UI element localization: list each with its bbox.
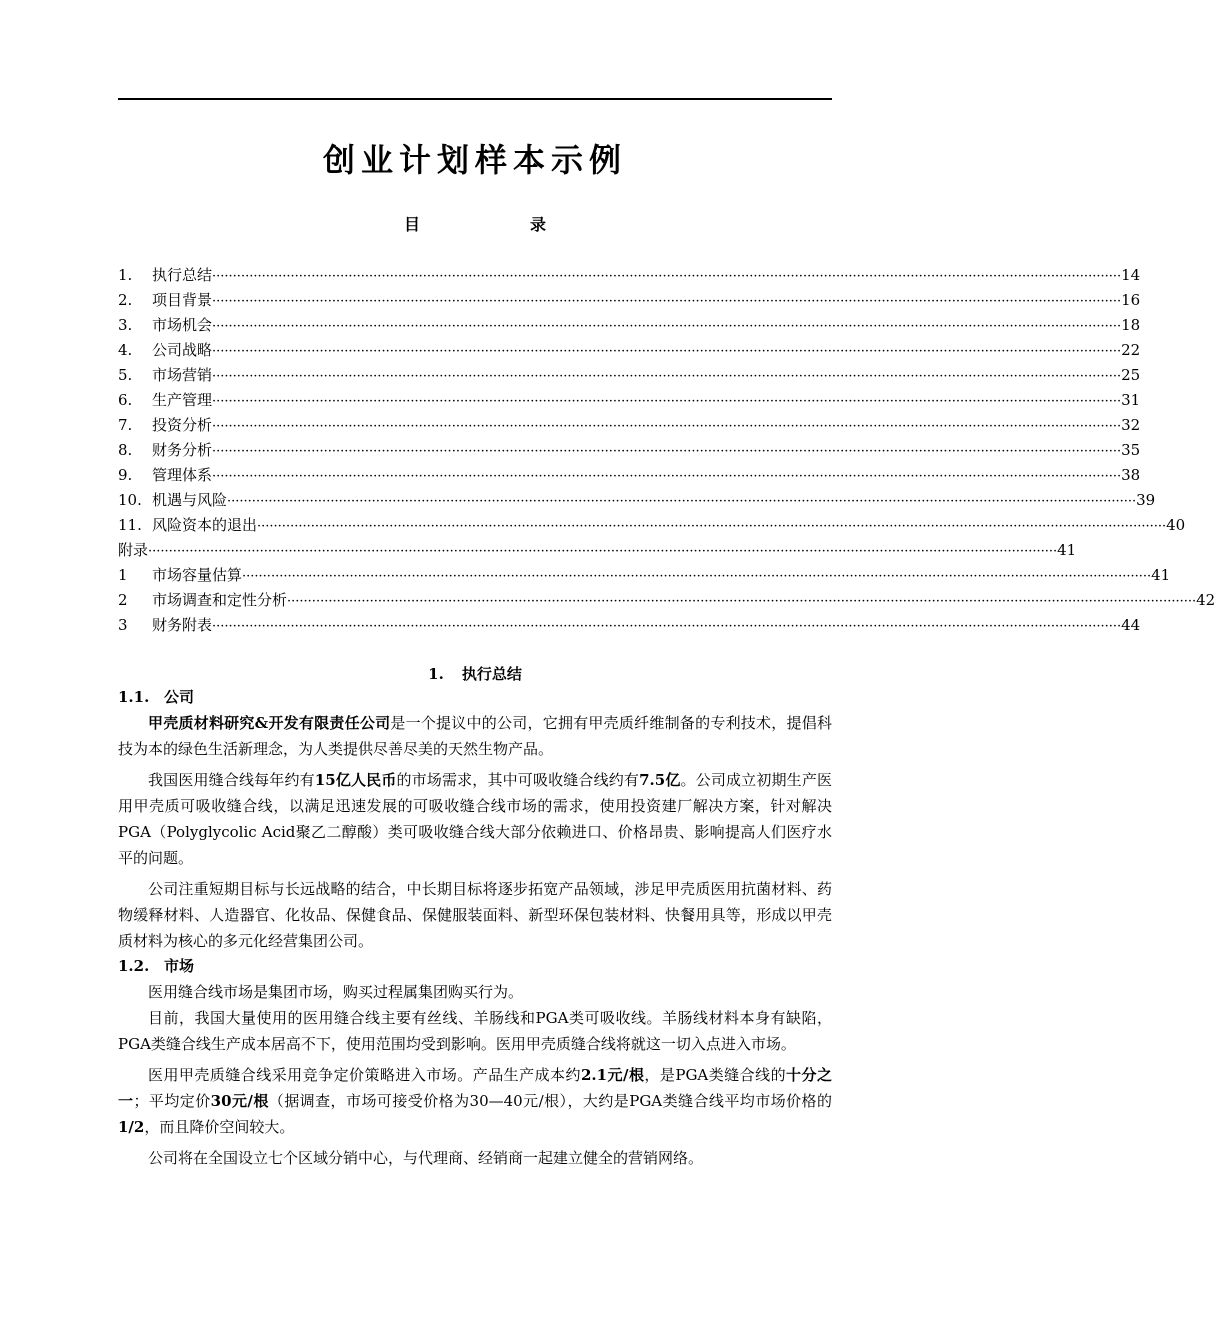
section-title: 执行总结	[461, 665, 522, 683]
toc-leader-dots: ····························································································································································································································	[212, 419, 1122, 434]
toc-leader-dots: ····························································································································································································································	[212, 619, 1122, 634]
toc-entry[interactable]	[118, 438, 1141, 463]
paragraph: 目前，我国大量使用的医用缝合线主要有丝线、羊肠线和PGA类可吸收线。羊肠线材料本身有缺陷，PGA类缝合线生产成本居高不下，使用范围均受到影响。医用甲壳质缝合线将就这一切入点进入市场。	[118, 1009, 832, 1053]
table-of-contents	[118, 263, 1215, 638]
toc-entry-number: 6.	[118, 391, 133, 409]
toc-entry[interactable]	[118, 363, 1141, 388]
section-content	[118, 685, 832, 1171]
toc-entry[interactable]	[118, 463, 1141, 488]
toc-entry-number: 9.	[118, 466, 133, 484]
toc-entry-page: 16	[1121, 291, 1141, 309]
paragraph-text: 是一个提议中的公司，它拥有甲壳质纤维制备的专利技术，提倡科技为本的绿色生活新理念，为人类提供尽善尽美的天然生物产品。	[118, 714, 832, 758]
toc-entry-title: 市场机会	[152, 316, 213, 334]
toc-leader-dots: ····························································································································································································································	[212, 319, 1122, 334]
toc-entry[interactable]	[118, 313, 1141, 338]
toc-entry-title: 执行总结	[152, 266, 213, 284]
paragraph: 医用缝合线市场是集团市场，购买过程属集团购买行为。	[148, 983, 524, 1001]
bold-text: 1/2	[118, 1118, 145, 1136]
toc-entry-title: 附录	[118, 541, 149, 559]
toc-leader-dots: ····························································································································································································································	[227, 494, 1137, 509]
toc-entry-page: 32	[1121, 416, 1141, 434]
top-rule	[118, 98, 832, 100]
toc-entry-number: 1	[118, 566, 128, 584]
bold-text: 30元/根	[210, 1092, 269, 1110]
toc-entry[interactable]	[118, 263, 1141, 288]
paragraph-text: ，而且降价空间较大。	[144, 1118, 295, 1136]
toc-entry-title: 财务分析	[152, 441, 213, 459]
toc-entry-page: 38	[1121, 466, 1141, 484]
toc-entry-title: 市场调查和定性分析	[152, 591, 288, 609]
paragraph-text: 的市场需求，其中可吸收缝合线约有	[396, 771, 640, 789]
toc-leader-dots: ····························································································································································································································	[212, 369, 1122, 384]
toc-entry-title: 财务附表	[152, 616, 213, 634]
toc-entry-title: 项目背景	[152, 291, 213, 309]
paragraph-text: ；平均定价	[133, 1092, 211, 1110]
subsection-title: 市场	[164, 957, 195, 975]
toc-entry-number: 10.	[118, 491, 142, 509]
bold-text: 15亿人民币	[314, 771, 397, 789]
bold-text: 十分之一	[118, 1066, 832, 1110]
toc-entry-number: 3	[118, 616, 128, 634]
subsection-number: 1.2.	[118, 957, 150, 975]
toc-entry[interactable]	[118, 513, 1186, 538]
toc-entry-title: 市场营销	[152, 366, 213, 384]
toc-entry-title: 公司战略	[152, 341, 213, 359]
toc-entry-number: 8.	[118, 441, 133, 459]
toc-leader-dots: ····························································································································································································································	[148, 544, 1058, 559]
toc-entry-page: 41	[1057, 541, 1077, 559]
toc-leader-dots: ····························································································································································································································	[242, 569, 1152, 584]
bold-text: 2.1元/根	[580, 1066, 645, 1084]
toc-entry-number: 2	[118, 591, 128, 609]
toc-entry-number: 7.	[118, 416, 133, 434]
toc-leader-dots: ····························································································································································································································	[212, 294, 1122, 309]
toc-entry-title: 风险资本的退出	[152, 516, 258, 534]
toc-entry-title: 管理体系	[152, 466, 213, 484]
toc-leader-dots: ····························································································································································································································	[212, 444, 1122, 459]
paragraph-text: 我国医用缝合线每年约有	[148, 771, 315, 789]
toc-entry[interactable]	[118, 563, 1171, 588]
bold-text: 7.5亿	[639, 771, 681, 789]
toc-entry-title: 机遇与风险	[152, 491, 228, 509]
paragraph-text: ，是PGA类缝合线的	[644, 1066, 787, 1084]
toc-leader-dots: ····························································································································································································································	[287, 594, 1197, 609]
toc-entry[interactable]	[118, 388, 1141, 413]
subsection-heading-market	[118, 954, 832, 979]
toc-entry-page: 42	[1196, 591, 1215, 609]
toc-leader-dots: ····························································································································································································································	[212, 269, 1122, 284]
section-number: 1.	[428, 665, 444, 683]
toc-entry-number: 5.	[118, 366, 133, 384]
toc-entry[interactable]	[118, 613, 1141, 638]
toc-entry-page: 18	[1121, 316, 1141, 334]
toc-entry[interactable]	[118, 288, 1141, 313]
toc-entry[interactable]	[118, 338, 1141, 363]
toc-entry-title: 市场容量估算	[152, 566, 243, 584]
subsection-title: 公司	[164, 688, 195, 706]
paragraph	[118, 710, 832, 762]
toc-entry-page: 25	[1121, 366, 1141, 384]
toc-entry-number: 4.	[118, 341, 133, 359]
toc-entry-page: 22	[1121, 341, 1141, 359]
subsection-heading-company	[118, 685, 832, 710]
toc-entry-page: 39	[1136, 491, 1156, 509]
paragraph-text: （据调查，市场可接受价格为30—40元/根），大约是PGA类缝合线平均市场价格的	[268, 1092, 832, 1110]
toc-entry-page: 40	[1166, 516, 1186, 534]
toc-entry-title: 投资分析	[152, 416, 213, 434]
toc-entry-page: 31	[1121, 391, 1141, 409]
toc-heading-char-1: 目	[403, 215, 420, 234]
toc-leader-dots: ····························································································································································································································	[212, 469, 1122, 484]
bold-text: 甲壳质材料研究&开发有限责任公司	[148, 714, 391, 732]
paragraph-text: 。公司成立初期生产医用甲壳质可吸收缝合线，以满足迅速发展的可吸收缝合线市场的需求，使用投资建厂解决方案，针对解决PGA（Polyglycolic Acid聚乙二醇酸）类可吸收缝合线大部分依赖进口、价格昂贵、影响提高人们医疗水平的问题。	[118, 771, 832, 867]
toc-entry[interactable]	[118, 413, 1141, 438]
toc-leader-dots: ····························································································································································································································	[212, 394, 1122, 409]
toc-entry-page: 41	[1151, 566, 1171, 584]
section-heading	[0, 663, 950, 685]
toc-entry-number: 3.	[118, 316, 133, 334]
document-title: 创业计划样本示例	[322, 141, 627, 179]
toc-entry[interactable]	[118, 488, 1156, 513]
toc-heading-char-2: 录	[530, 215, 547, 234]
toc-entry-number: 2.	[118, 291, 133, 309]
toc-entry-page: 44	[1121, 616, 1141, 634]
toc-entry-page: 35	[1121, 441, 1141, 459]
toc-heading	[0, 214, 950, 236]
toc-entry-page: 14	[1121, 266, 1141, 284]
paragraph: 公司注重短期目标与长远战略的结合，中长期目标将逐步拓宽产品领域，涉足甲壳质医用抗菌材料、药物缓释材料、人造器官、化妆品、保健食品、保健服装面料、新型环保包装材料、快餐用具等，形成以甲壳质材料为核心的多元化经营集团公司。	[118, 880, 832, 950]
toc-entry[interactable]	[118, 588, 1215, 613]
paragraph	[118, 767, 832, 871]
paragraph	[118, 1062, 832, 1140]
paragraph-text: 医用甲壳质缝合线采用竞争定价策略进入市场。产品生产成本约	[148, 1066, 581, 1084]
paragraph: 公司将在全国设立七个区域分销中心，与代理商、经销商一起建立健全的营销网络。	[148, 1149, 704, 1167]
toc-entry-number: 1.	[118, 266, 133, 284]
subsection-number: 1.1.	[118, 688, 150, 706]
toc-entry[interactable]	[118, 538, 1077, 563]
toc-leader-dots: ····························································································································································································································	[212, 344, 1122, 359]
toc-entry-number: 11.	[118, 516, 142, 534]
toc-entry-title: 生产管理	[152, 391, 213, 409]
toc-leader-dots: ····························································································································································································································	[257, 519, 1167, 534]
